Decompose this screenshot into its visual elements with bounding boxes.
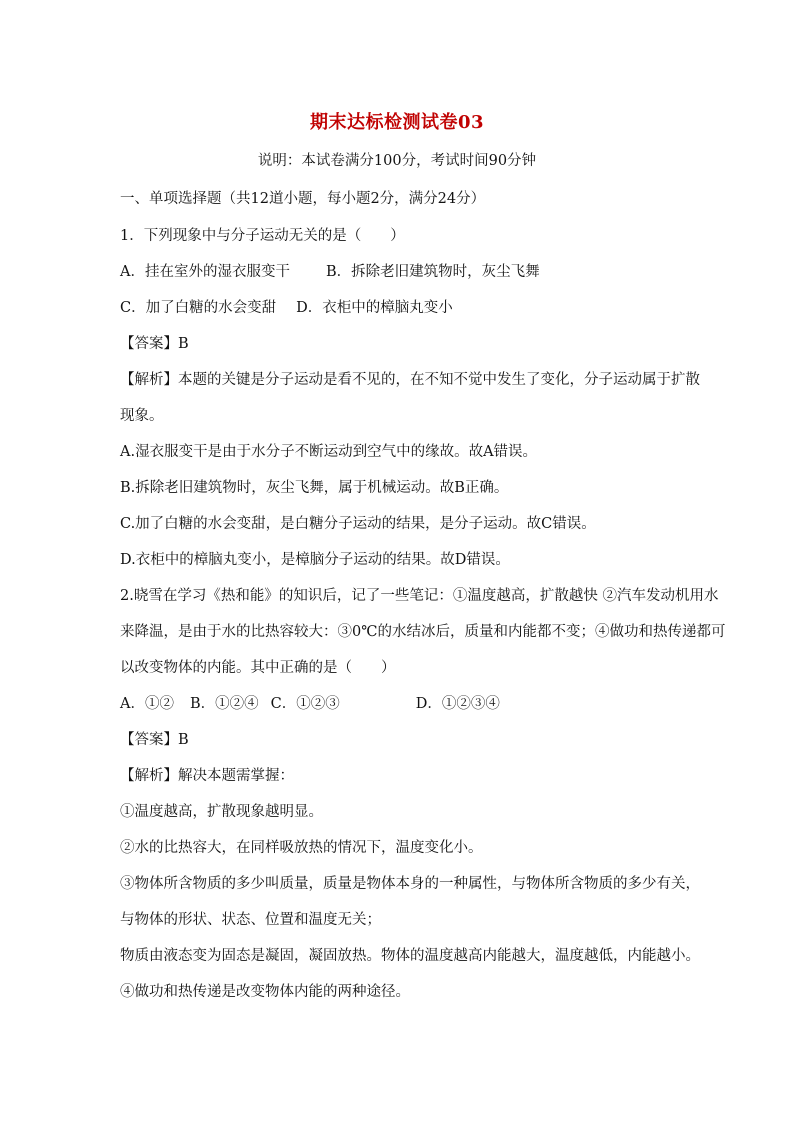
question-2-options-row bbox=[120, 694, 500, 714]
question-1-option-d: D．衣柜中的樟脑丸变小 bbox=[296, 300, 453, 316]
question-1-explain-d: D.衣柜中的樟脑丸变小，是樟脑分子运动的结果。故D错误。 bbox=[120, 552, 510, 568]
question-2-option-d: D．①②③④ bbox=[415, 696, 500, 712]
question-1-options-row-1 bbox=[120, 262, 540, 282]
question-2-option-c: C．①②③ bbox=[270, 696, 340, 712]
question-1-options-row-2 bbox=[120, 298, 453, 318]
question-1-option-c: C．加了白糖的水会变甜 bbox=[120, 300, 277, 316]
question-2-point-3: ③物体所含物质的多少叫质量，质量是物体本身的一种属性，与物体所含物质的多少有关， bbox=[120, 876, 700, 892]
question-2-option-b: B．①②④ bbox=[189, 696, 259, 712]
question-1-stem: 1．下列现象中与分子运动无关的是（ ） bbox=[120, 228, 405, 244]
question-2-analysis-head: 【解析】解决本题需掌握： bbox=[120, 768, 294, 784]
question-2-point-3-extra: 物质由液态变为固态是凝固，凝固放热。物体的温度越高内能越大，温度越低，内能越小。 bbox=[120, 948, 700, 964]
question-1-explain-c: C.加了白糖的水会变甜，是白糖分子运动的结果，是分子运动。故C错误。 bbox=[120, 516, 596, 532]
question-2-answer: 【答案】B bbox=[120, 732, 189, 748]
instructions: 说明：本试卷满分100分，考试时间90分钟 bbox=[257, 153, 537, 169]
question-1-option-b: B．拆除老旧建筑物时，灰尘飞舞 bbox=[325, 264, 540, 280]
question-1-explain-a: A.湿衣服变干是由于水分子不断运动到空气中的缘故。故A错误。 bbox=[120, 444, 538, 460]
question-2-option-a: A．①② bbox=[120, 696, 174, 712]
question-1-option-a: A．挂在室外的湿衣服变干 bbox=[120, 264, 290, 280]
question-1-explain-b: B.拆除老旧建筑物时，灰尘飞舞，属于机械运动。故B正确。 bbox=[120, 480, 509, 496]
question-2-stem: 2.晓雪在学习《热和能》的知识后，记了一些笔记：①温度越高，扩散越快 ②汽车发动机用水 bbox=[120, 588, 719, 604]
question-2-stem-cont-2: 以改变物体的内能。其中正确的是（ ） bbox=[120, 660, 396, 676]
question-1-answer: 【答案】B bbox=[120, 336, 189, 352]
question-2-point-1: ①温度越高，扩散现象越明显。 bbox=[120, 804, 323, 820]
question-2-point-4: ④做功和热传递是改变物体内能的两种途径。 bbox=[120, 984, 410, 1000]
question-1-analysis: 【解析】本题的关键是分子运动是看不见的，在不知不觉中发生了变化，分子运动属于扩散 bbox=[120, 372, 700, 388]
section-title: 一、单项选择题（共12道小题，每小题2分，满分24分） bbox=[120, 191, 486, 207]
question-1-analysis-cont: 现象。 bbox=[120, 408, 164, 424]
question-2-point-3-cont: 与物体的形状、状态、位置和温度无关； bbox=[120, 912, 381, 928]
question-2-point-2: ②水的比热容大，在同样吸放热的情况下，温度变化小。 bbox=[120, 840, 483, 856]
question-2-stem-cont-1: 来降温，是由于水的比热容较大：③0℃的水结冰后，质量和内能都不变；④做功和热传递都可 bbox=[120, 624, 726, 640]
page-title: 期末达标检测试卷03 bbox=[309, 112, 485, 133]
